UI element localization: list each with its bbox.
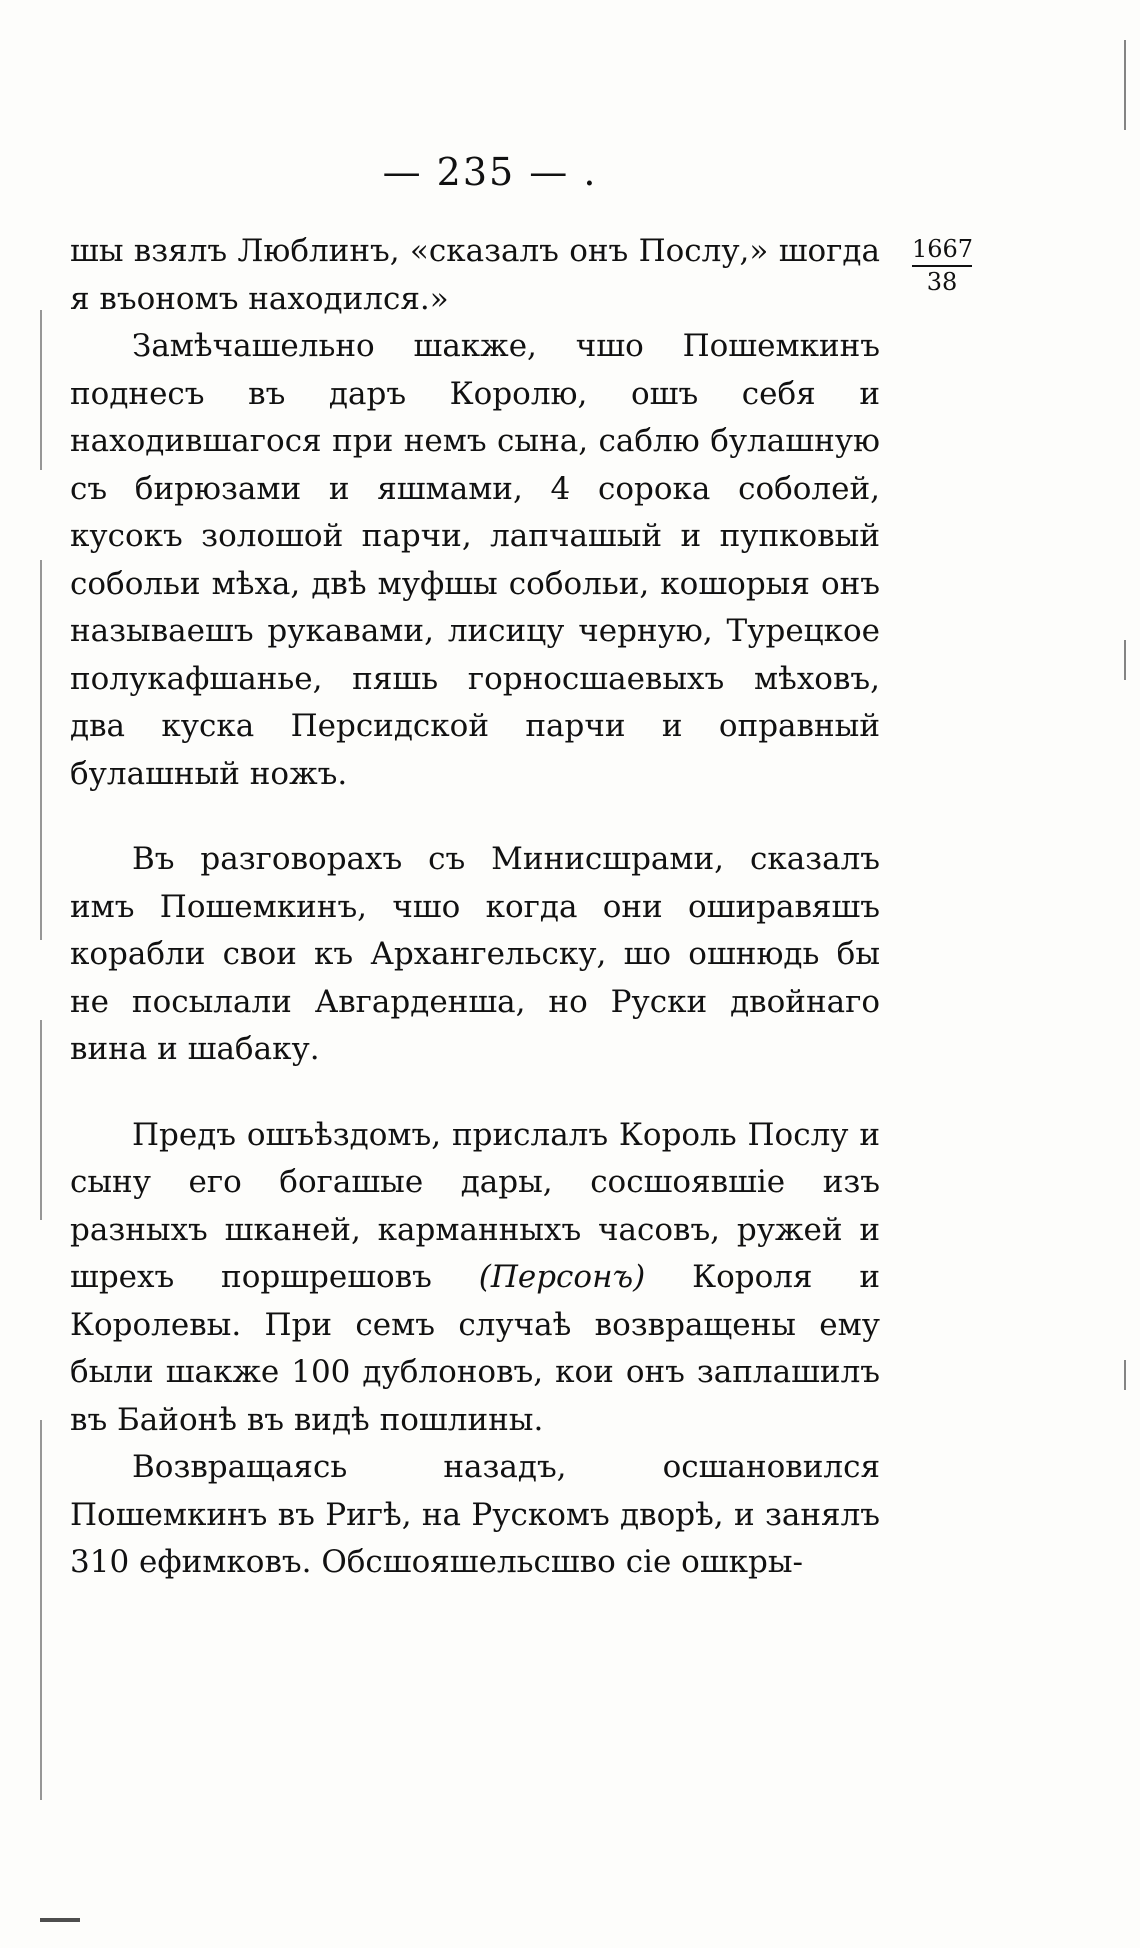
- paragraph-3: [70, 836, 880, 1074]
- page-corner-mark: [40, 1918, 80, 1922]
- paragraph-3-text: Въ разговорахъ съ Минисшрами, сказалъ имъ Пошемкинъ, чшо когда они оширавяшъ корабли свои къ Архангельску, шо ошнюдь бы не посылали Авгарденша, но Руски двойнаго вина и шабаку.: [70, 841, 880, 1067]
- page-number-header: — 235 — .: [382, 150, 598, 194]
- page-edge-line: [1124, 40, 1126, 130]
- paragraph-2-text: Замѣчашельно шакже, чшо Пошемкинъ поднесъ въ даръ Королю, ошъ себя и находившагося при немъ сына, саблю булашную съ бирюзами и яшмами, 4 сорока соболей, кусокъ золошой парчи, лапчашый и пупковый собольи мѣха, двѣ муфшы собольи, кошорыя онъ называешъ рукавами, лисицу черную, Турецкое полукафшанье, пяшь горносшаевыхъ мѣховъ, два куска Персидской парчи и оправный булашный ножъ.: [70, 328, 880, 792]
- binding-edge-line: [40, 310, 42, 470]
- paragraph-5-text: Возвращаясь назадъ, осшановился Пошемкинъ въ Ригѣ, на Рускомъ дворѣ, и занялъ 310 ефимковъ. Обсшояшельсшво сіе ошкры-: [70, 1449, 880, 1580]
- binding-edge-line: [40, 1020, 42, 1220]
- page-edge-line: [1124, 640, 1126, 680]
- paragraph-4-italic: (Персонъ): [478, 1259, 646, 1295]
- paragraph-1-text: шы взялъ Люблинъ, «сказалъ онъ Послу,» шогда я въономъ находился.»: [70, 233, 880, 317]
- paragraph-4: [70, 1112, 880, 1445]
- paragraph-4-text-end: Короля и Королевы. При семъ случаѣ возвращены ему были шакже 100 дублоновъ, кои онъ заплашилъ въ Байонѣ въ видѣ пошлины.: [70, 1259, 880, 1438]
- binding-edge-line: [40, 1420, 42, 1800]
- paragraph-1: [70, 228, 880, 323]
- margin-note: [912, 236, 972, 296]
- paragraph-2: [70, 323, 880, 798]
- margin-note-number: 38: [926, 268, 958, 297]
- binding-edge-line: [40, 560, 42, 940]
- margin-note-year: 1667: [912, 236, 972, 267]
- page-edge-line: [1124, 1360, 1126, 1390]
- paragraph-4-text: Предъ ошъѣздомъ, прислалъ Король Послу и сыну его богашые дары, сосшоявшіе изъ разныхъ шканей, карманныхъ часовъ, ружей и шрехъ поршрешовъ: [70, 1116, 880, 1295]
- body-text: [70, 228, 880, 1587]
- paragraph-5: [70, 1444, 880, 1587]
